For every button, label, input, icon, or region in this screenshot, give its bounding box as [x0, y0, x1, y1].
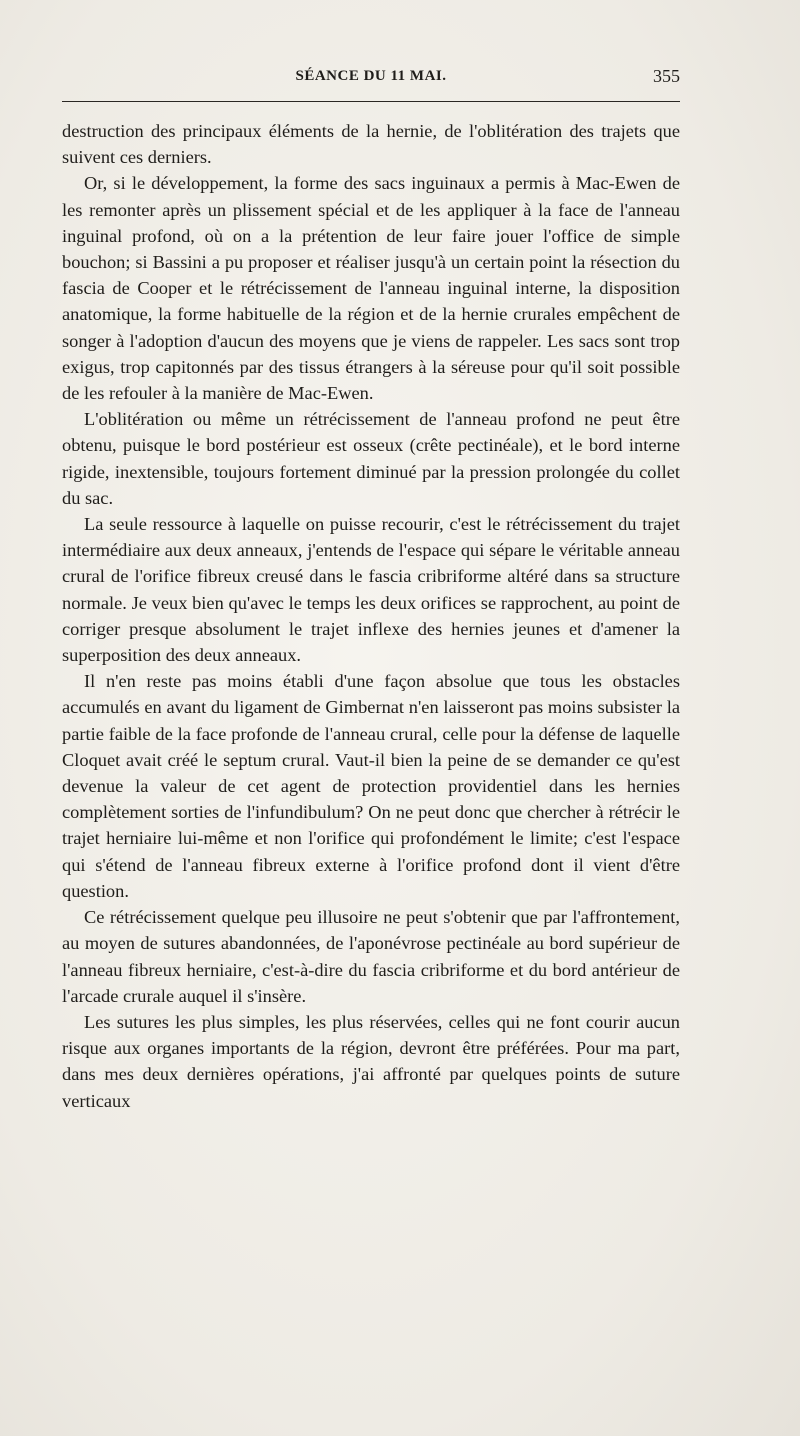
- page-number: 355: [653, 66, 680, 86]
- paragraph-7: Les sutures les plus simples, les plus réservées, celles qui ne font courir aucun risque aux organes importants de la région, devront être préférées. Pour ma part, dans mes deux dernières opérations, j'ai affronté par quelques points de suture verticaux: [62, 1011, 680, 1111]
- running-head: [62, 64, 680, 92]
- header-rule: [62, 101, 680, 102]
- paragraph-3: L'oblitération ou même un rétrécissement de l'anneau profond ne peut être obtenu, puisque le bord postérieur est osseux (crête pectinéale), et le bord interne rigide, inextensible, toujours fortement diminué par la pression prolongée du collet du sac.: [62, 409, 680, 508]
- paragraph-6: Ce rétrécissement quelque peu illusoire ne peut s'obtenir que par l'affrontement, au moyen de sutures abandonnées, de l'aponévrose pectinéale au bord supérieur de l'anneau fibreux herniaire, c'est-à-dire du fascia cribriforme et du bord antérieur de l'arcade crurale auquel il s'insère.: [62, 907, 680, 1006]
- body-text: [62, 118, 680, 1114]
- paragraph-4: La seule ressource à laquelle on puisse recourir, c'est le rétrécissement du trajet intermédiaire aux deux anneaux, j'entends de l'espace qui sépare le véritable anneau crural de l'orifice fibreux creusé dans le fascia cribriforme altéré dans sa structure normale. Je veux bien qu'avec le temps les deux orifices se rapprochent, au point de corriger presque absolument le trajet inflexe des hernies jeunes et d'amener la superposition des deux anneaux.: [62, 514, 680, 666]
- paragraph-5: Il n'en reste pas moins établi d'une façon absolue que tous les obstacles accumulés en avant du ligament de Gimbernat n'en laisseront pas moins subsister la partie faible de la face profonde de l'anneau crural, celle pour la défense de laquelle Cloquet avait créé le septum crural. Vaut-il bien la peine de se demander ce qu'est devenue la valeur de cet agent de protection providentiel dans les hernies complètement sorties de l'infundibulum? On ne peut donc que chercher à rétrécir le trajet herniaire lui-même et non l'orifice qui profondément le limite; c'est l'espace qui s'étend de l'anneau fibreux externe à l'orifice profond dont il vient d'être question.: [62, 671, 680, 901]
- paragraph-1: destruction des principaux éléments de la hernie, de l'oblitération des trajets que suivent ces derniers.: [62, 121, 680, 168]
- running-title: SÉANCE DU 11 MAI.: [295, 68, 447, 84]
- paragraph-2: Or, si le développement, la forme des sacs inguinaux a permis à Mac-Ewen de les remonter après un plissement spécial et de les appliquer à la face de l'anneau inguinal profond, où on a la prétention de leur faire jouer l'office de simple bouchon; si Bassini a pu proposer et réaliser jusqu'à un certain point la résection du fascia de Cooper et le rétrécissement de l'anneau inguinal interne, la disposition anatomique, la forme habituelle de la région et de la hernie crurales empêchent de songer à l'adoption d'aucun des moyens que je viens de rappeler. Les sacs sont trop exigus, trop capitonnés par des tissus étrangers à la séreuse pour qu'il soit possible de les refouler à la manière de Mac-Ewen.: [62, 173, 680, 404]
